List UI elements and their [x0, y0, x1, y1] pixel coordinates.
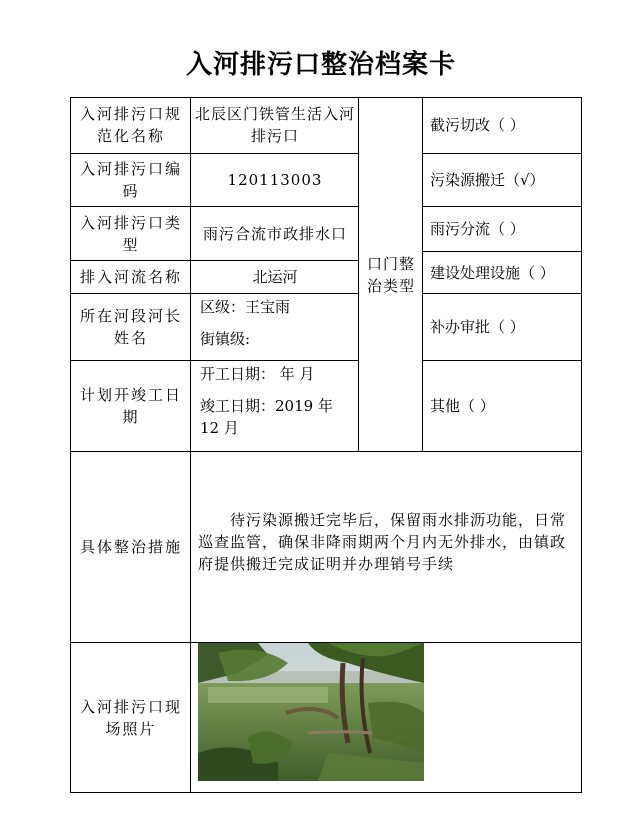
grid-line: [190, 97, 191, 793]
photo-label: 入河排污口现场照片: [79, 698, 182, 738]
option-separation: 雨污分流（ ）: [430, 220, 525, 238]
type-value: 雨污合流市政排水口: [202, 224, 347, 243]
code-label: 入河排污口编码: [79, 160, 182, 200]
option-facility: 建设处理设施（ ）: [430, 263, 555, 282]
measures-text: 待污染源搬迁完毕后，保留雨水排沥功能，日常巡查监管，确保非降雨期两个月内无外排水，由镇政府提供搬迁完成证明并办理销号手续: [198, 511, 567, 573]
chief-district: 区级：王宝雨: [200, 298, 291, 316]
remediation-type-label: 口门整治类型: [366, 254, 415, 295]
river-chief-label: 所在河段河长姓名: [79, 307, 182, 347]
code-value: 120113003: [227, 171, 323, 189]
plan-start: 开工日期： 年 月: [200, 365, 315, 383]
measures-label: 具体整治措施: [79, 538, 182, 556]
option-relocation: 污染源搬迁（√）: [430, 171, 545, 189]
page-title: 入河排污口整治档案卡: [185, 50, 456, 80]
grid-line: [358, 97, 359, 451]
grid-line: [422, 97, 423, 451]
type-label: 入河排污口类型: [79, 213, 182, 254]
option-intercept: 截污切改（ ）: [430, 116, 525, 134]
river-label: 排入河流名称: [79, 268, 182, 286]
outfall-site-photo: [198, 643, 424, 781]
river-value: 北运河: [252, 268, 298, 286]
chief-town: 街镇级:: [200, 330, 251, 348]
plan-date-label: 计划开竣工日期: [79, 386, 182, 426]
name-label: 入河排污口规范化名称: [79, 105, 182, 145]
option-other: 其他（ ）: [430, 397, 495, 415]
option-approval: 补办审批（ ）: [430, 318, 525, 336]
plan-end: 竣工日期：2019 年 12 月: [200, 397, 333, 437]
name-value: 北辰区门铁管生活入河排污口: [194, 105, 355, 145]
